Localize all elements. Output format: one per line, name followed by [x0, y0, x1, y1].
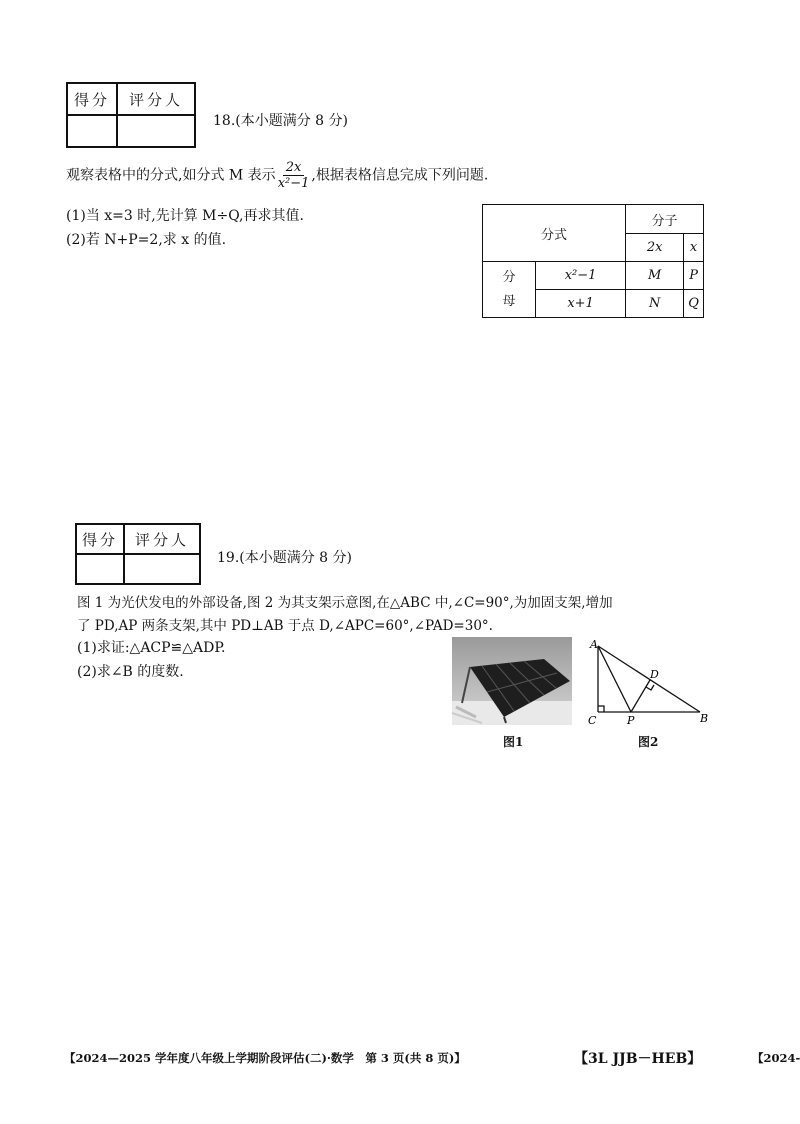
table-row-den-2: x+1 — [536, 290, 626, 318]
q19-part2: (2)求∠B 的度数. — [77, 664, 184, 680]
grader-label: 评分人 — [124, 524, 200, 554]
fraction-table — [482, 204, 704, 318]
table-cell: M — [626, 262, 684, 290]
table-cell: P — [684, 262, 704, 290]
score-entry-cell[interactable] — [67, 115, 117, 147]
table-cell: Q — [684, 290, 704, 318]
fig1-caption: 图1 — [503, 735, 524, 749]
q18-intro — [66, 160, 488, 191]
table-denominator-label — [483, 262, 536, 318]
q18-part2: (2)若 N+P=2,求 x 的值. — [66, 232, 227, 248]
grader-entry-cell[interactable] — [117, 115, 195, 147]
label-a: A — [590, 638, 598, 651]
table-corner: 分式 — [483, 205, 626, 262]
fig2-caption: 图2 — [638, 735, 659, 749]
label-c: C — [588, 714, 597, 727]
table-row-den-1: x²−1 — [536, 262, 626, 290]
triangle-diagram — [584, 636, 714, 728]
table-cell: N — [626, 290, 684, 318]
q19-line1: 图 1 为光伏发电的外部设备,图 2 为其支架示意图,在△ABC 中,∠C=90°,为加固支架,增加 — [77, 595, 613, 611]
fraction-denominator: x²−1 — [277, 176, 310, 191]
q19-score-box — [75, 523, 201, 585]
q18-part1: (1)当 x=3 时,先计算 M÷Q,再求其值. — [66, 208, 304, 224]
fraction-numerator: 2x — [283, 160, 305, 176]
table-col-2x: 2x — [626, 234, 684, 262]
score-label: 得分 — [67, 83, 117, 115]
table-numerator-header: 分子 — [626, 205, 704, 234]
q18-intro-b: ,根据表格信息完成下列问题. — [311, 167, 489, 184]
score-label: 得分 — [76, 524, 124, 554]
denominator-label-2: 母 — [502, 293, 516, 309]
solar-panel-photo — [452, 637, 572, 725]
fraction-m — [278, 160, 310, 191]
footer-left: 【2024—2025 学年度八年级上学期阶段评估(二)·数学 第 3 页(共 8 页)】 — [64, 1051, 466, 1065]
q18-header: 18.(本小题满分 8 分) — [213, 113, 348, 129]
table-col-x: x — [684, 234, 704, 262]
q19-header: 19.(本小题满分 8 分) — [217, 550, 352, 566]
label-b: B — [700, 712, 709, 725]
q18-intro-a: 观察表格中的分式,如分式 M 表示 — [66, 167, 276, 184]
grader-label: 评分人 — [117, 83, 195, 115]
footer-code: 【3L JJB－HEB】 — [574, 1051, 702, 1067]
q19-part1: (1)求证:△ACP≌△ADP. — [77, 640, 226, 656]
grader-entry-cell[interactable] — [124, 554, 200, 584]
score-entry-cell[interactable] — [76, 554, 124, 584]
label-p: P — [627, 714, 635, 727]
q18-score-box — [66, 82, 196, 148]
q19-line2: 了 PD,AP 两条支架,其中 PD⊥AB 于点 D,∠APC=60°,∠PAD=30°. — [77, 618, 493, 634]
footer-right: 【2024- — [752, 1051, 800, 1065]
label-d: D — [650, 668, 659, 681]
denominator-label-1: 分 — [502, 269, 516, 285]
